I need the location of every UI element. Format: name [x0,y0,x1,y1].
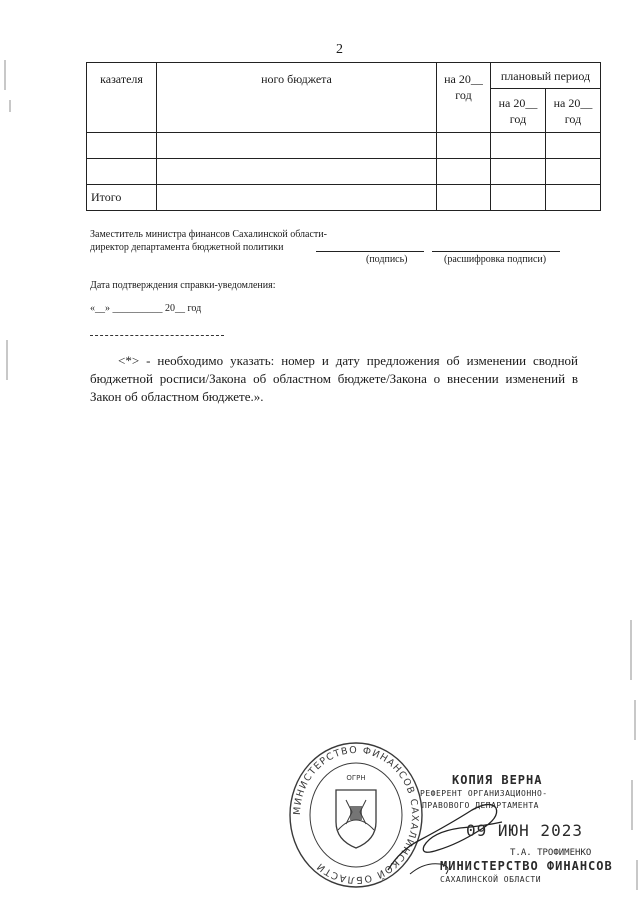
total-label: Итого [87,185,157,211]
decoding-caption: (расшифровка подписи) [444,254,547,265]
header-current-year: на 20__ год [437,63,491,133]
page-number: 2 [336,42,343,57]
signatory-line-1: Заместитель министра финансов Сахалинской области- [90,229,327,240]
stamp-position-1: РЕФЕРЕНТ ОРГАНИЗАЦИОННО- [420,789,548,798]
header-planned-year-1: на 20__ год [491,89,546,133]
header-budget: ного бюджета [157,63,437,133]
signatory-line-2: директор департамента бюджетной политики [90,242,284,253]
decoding-line [432,251,560,252]
stamp-ministry: МИНИСТЕРСТВО ФИНАНСОВ [440,859,613,873]
footnote-divider [90,335,224,336]
signature-caption: (подпись) [366,254,408,265]
table-row-total [87,185,601,211]
stamp-position-2: ПРАВОВОГО ДЕПАРТАМЕНТА [422,801,539,810]
stamp-region: САХАЛИНСКОЙ ОБЛАСТИ [440,875,542,884]
svg-text:ОГРН: ОГРН [346,774,366,782]
confirmation-label: Дата подтверждения справки-уведомления: [90,280,276,291]
table-row [87,159,601,185]
scan-edge-left [0,0,14,913]
indicators-table [86,62,601,211]
header-indicator: казателя [87,63,157,133]
signatory-title [90,228,327,254]
scan-edge-right [626,0,640,913]
stamp-name: Т.А. ТРОФИМЕНКО [510,848,592,858]
table-row [87,133,601,159]
stamp-date: 09 ИЮН 2023 [466,821,583,840]
header-planned-year-2: на 20__ год [546,89,601,133]
header-planned-period: плановый период [491,63,601,89]
footnote-text: <*> - необходимо указать: номер и дату предложения об изменении сводной бюджетной росписи/Закона об областном бюджете/Закона о внесении изменений в Закон об областном бюджете.». [90,353,578,404]
signature-line [316,251,424,252]
svg-text:МИНИСТЕРСТВО ФИНАНСОВ САХАЛИНС: МИНИСТЕРСТВО ФИНАНСОВ САХАЛИНСКОЙ ОБЛАСТИ [291,744,421,886]
stamp-title: КОПИЯ ВЕРНА [452,773,543,787]
confirmation-date: «__» __________ 20__ год [90,303,202,314]
